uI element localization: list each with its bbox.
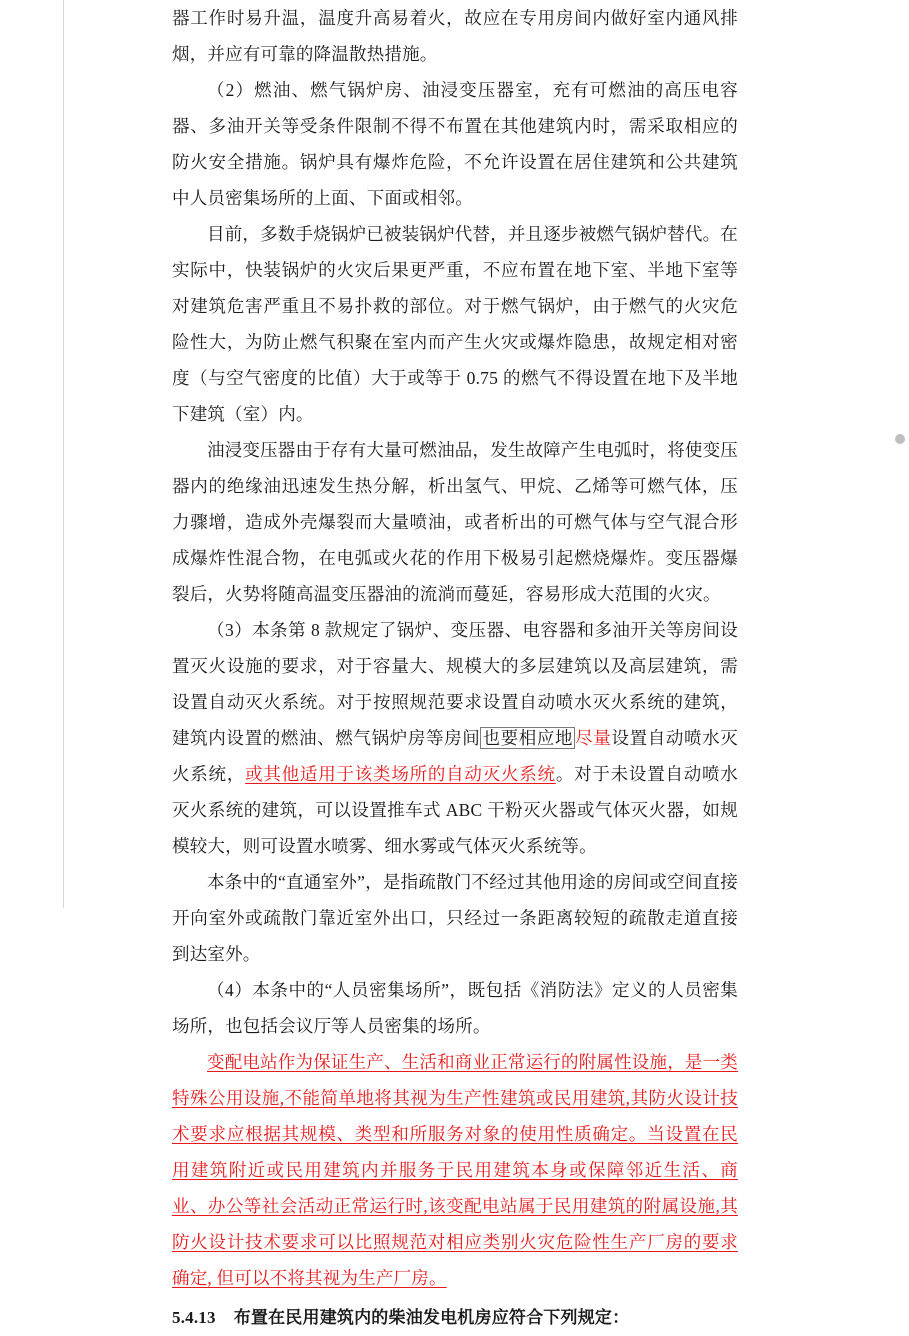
red-inserted-text-1: 尽量 <box>575 728 612 748</box>
paragraph-2: （2）燃油、燃气锅炉房、油浸变压器室，充有可燃油的高压电容器、多油开关等受条件限制不得不布置在其他建筑内时，需采取相应的防火安全措施。锅炉具有爆炸危险，不允许设置在居住建筑和公共建筑中人员密集场所的上面、下面或相邻。 <box>172 80 738 208</box>
paragraph-5 <box>172 612 738 864</box>
paragraph-4: 油浸变压器由于存有大量可燃油品，发生故障产生电弧时，将使变压器内的绝缘油迅速发生热分解，析出氢气、甲烷、乙烯等可燃气体，压力骤增，造成外壳爆裂而大量喷油，或者析出的可燃气体与空气混合形成爆炸性混合物，在电弧或火花的作用下极易引起燃烧爆炸。变压器爆裂后，火势将随高温变压器油的流淌而蔓延，容易形成大范围的火灾。 <box>172 440 738 604</box>
paragraph-3-number: 0.75 <box>466 368 499 388</box>
scroll-position-indicator[interactable] <box>895 434 905 444</box>
paragraph-3 <box>172 216 738 432</box>
section-heading-text: 布置在民用建筑内的柴油发电机房应符合下列规定： <box>233 1308 630 1327</box>
page-margin-rule <box>63 0 64 908</box>
document-text-column <box>172 0 738 1336</box>
paragraph-7: （4）本条中的“人员密集场所”，既包括《消防法》定义的人员密集场所，也包括会议厅等人员密集的场所。 <box>172 980 738 1036</box>
boxed-annotation-text: 也要相应地 <box>482 728 574 748</box>
paragraph-6: 本条中的“直通室外”，是指疏散门不经过其他用途的房间或空间直接开向室外或疏散门靠近室外出口，只经过一条距离较短的疏散走道直接到达室外。 <box>172 872 738 964</box>
paragraph-1: 器工作时易升温，温度升高易着火，故应在专用房间内做好室内通风排烟，并应有可靠的降温散热措施。 <box>172 8 738 64</box>
section-heading <box>172 1300 738 1336</box>
red-underlined-insert-1: 或其他适用于该类场所的自动灭火系统 <box>245 764 556 784</box>
paragraph-5-segment-1: （3）本条第 8 款规定了锅炉、变压器、电容器和多油开关等房间设置灭火设施的要求，对于容量大、规模大的多层建筑以及高层建筑，需设置自动灭火系统。对于按照规范要求设置自动喷水灭火系统的建筑，建筑内设置的燃油、燃气锅炉房等房间 <box>172 620 738 748</box>
paragraph-3-text-after: 的燃气不得设置在地下及半地下建筑（室）内。 <box>172 368 738 424</box>
section-heading-number: 5.4.13 <box>172 1308 216 1327</box>
paragraph-8-annotation: 变配电站作为保证生产、生活和商业正常运行的附属性设施，是一类特殊公用设施,不能简单地将其视为生产性建筑或民用建筑,其防火设计技术要求应根据其规模、类型和所服务对象的使用性质确定。当设置在民用建筑附近或民用建筑内并服务于民用建筑本身或保障邻近生活、商业、办公等社会活动正常运行时,该变配电站属于民用建筑的附属设施,其防火设计技术要求可以比照规范对相应类别火灾危险性生产厂房的要求确定, 但可以不将其视为生产厂房。 <box>172 1052 738 1288</box>
paragraph-5-segment-2: 设置自动喷水灭火系统， <box>172 728 739 784</box>
paragraph-3-text-before: 目前，多数手烧锅炉已被装锅炉代替，并且逐步被燃气锅炉替代。在实际中，快装锅炉的火灾后果更严重，不应布置在地下室、半地下室等对建筑危害严重且不易扑救的部位。对于燃气锅炉，由于燃气的火灾危险性大，为防止燃气积聚在室内而产生火灾或爆炸隐患，故规定相对密度（与空气密度的比值）大于或等于 <box>172 224 738 388</box>
paragraph-5-segment-3: 。对于未设置自动喷水灭火系统的建筑，可以设置推车式 ABC 干粉灭火器或气体灭火器，如规模较大，则可设置水喷雾、细水雾或气体灭火系统等。 <box>172 764 738 856</box>
